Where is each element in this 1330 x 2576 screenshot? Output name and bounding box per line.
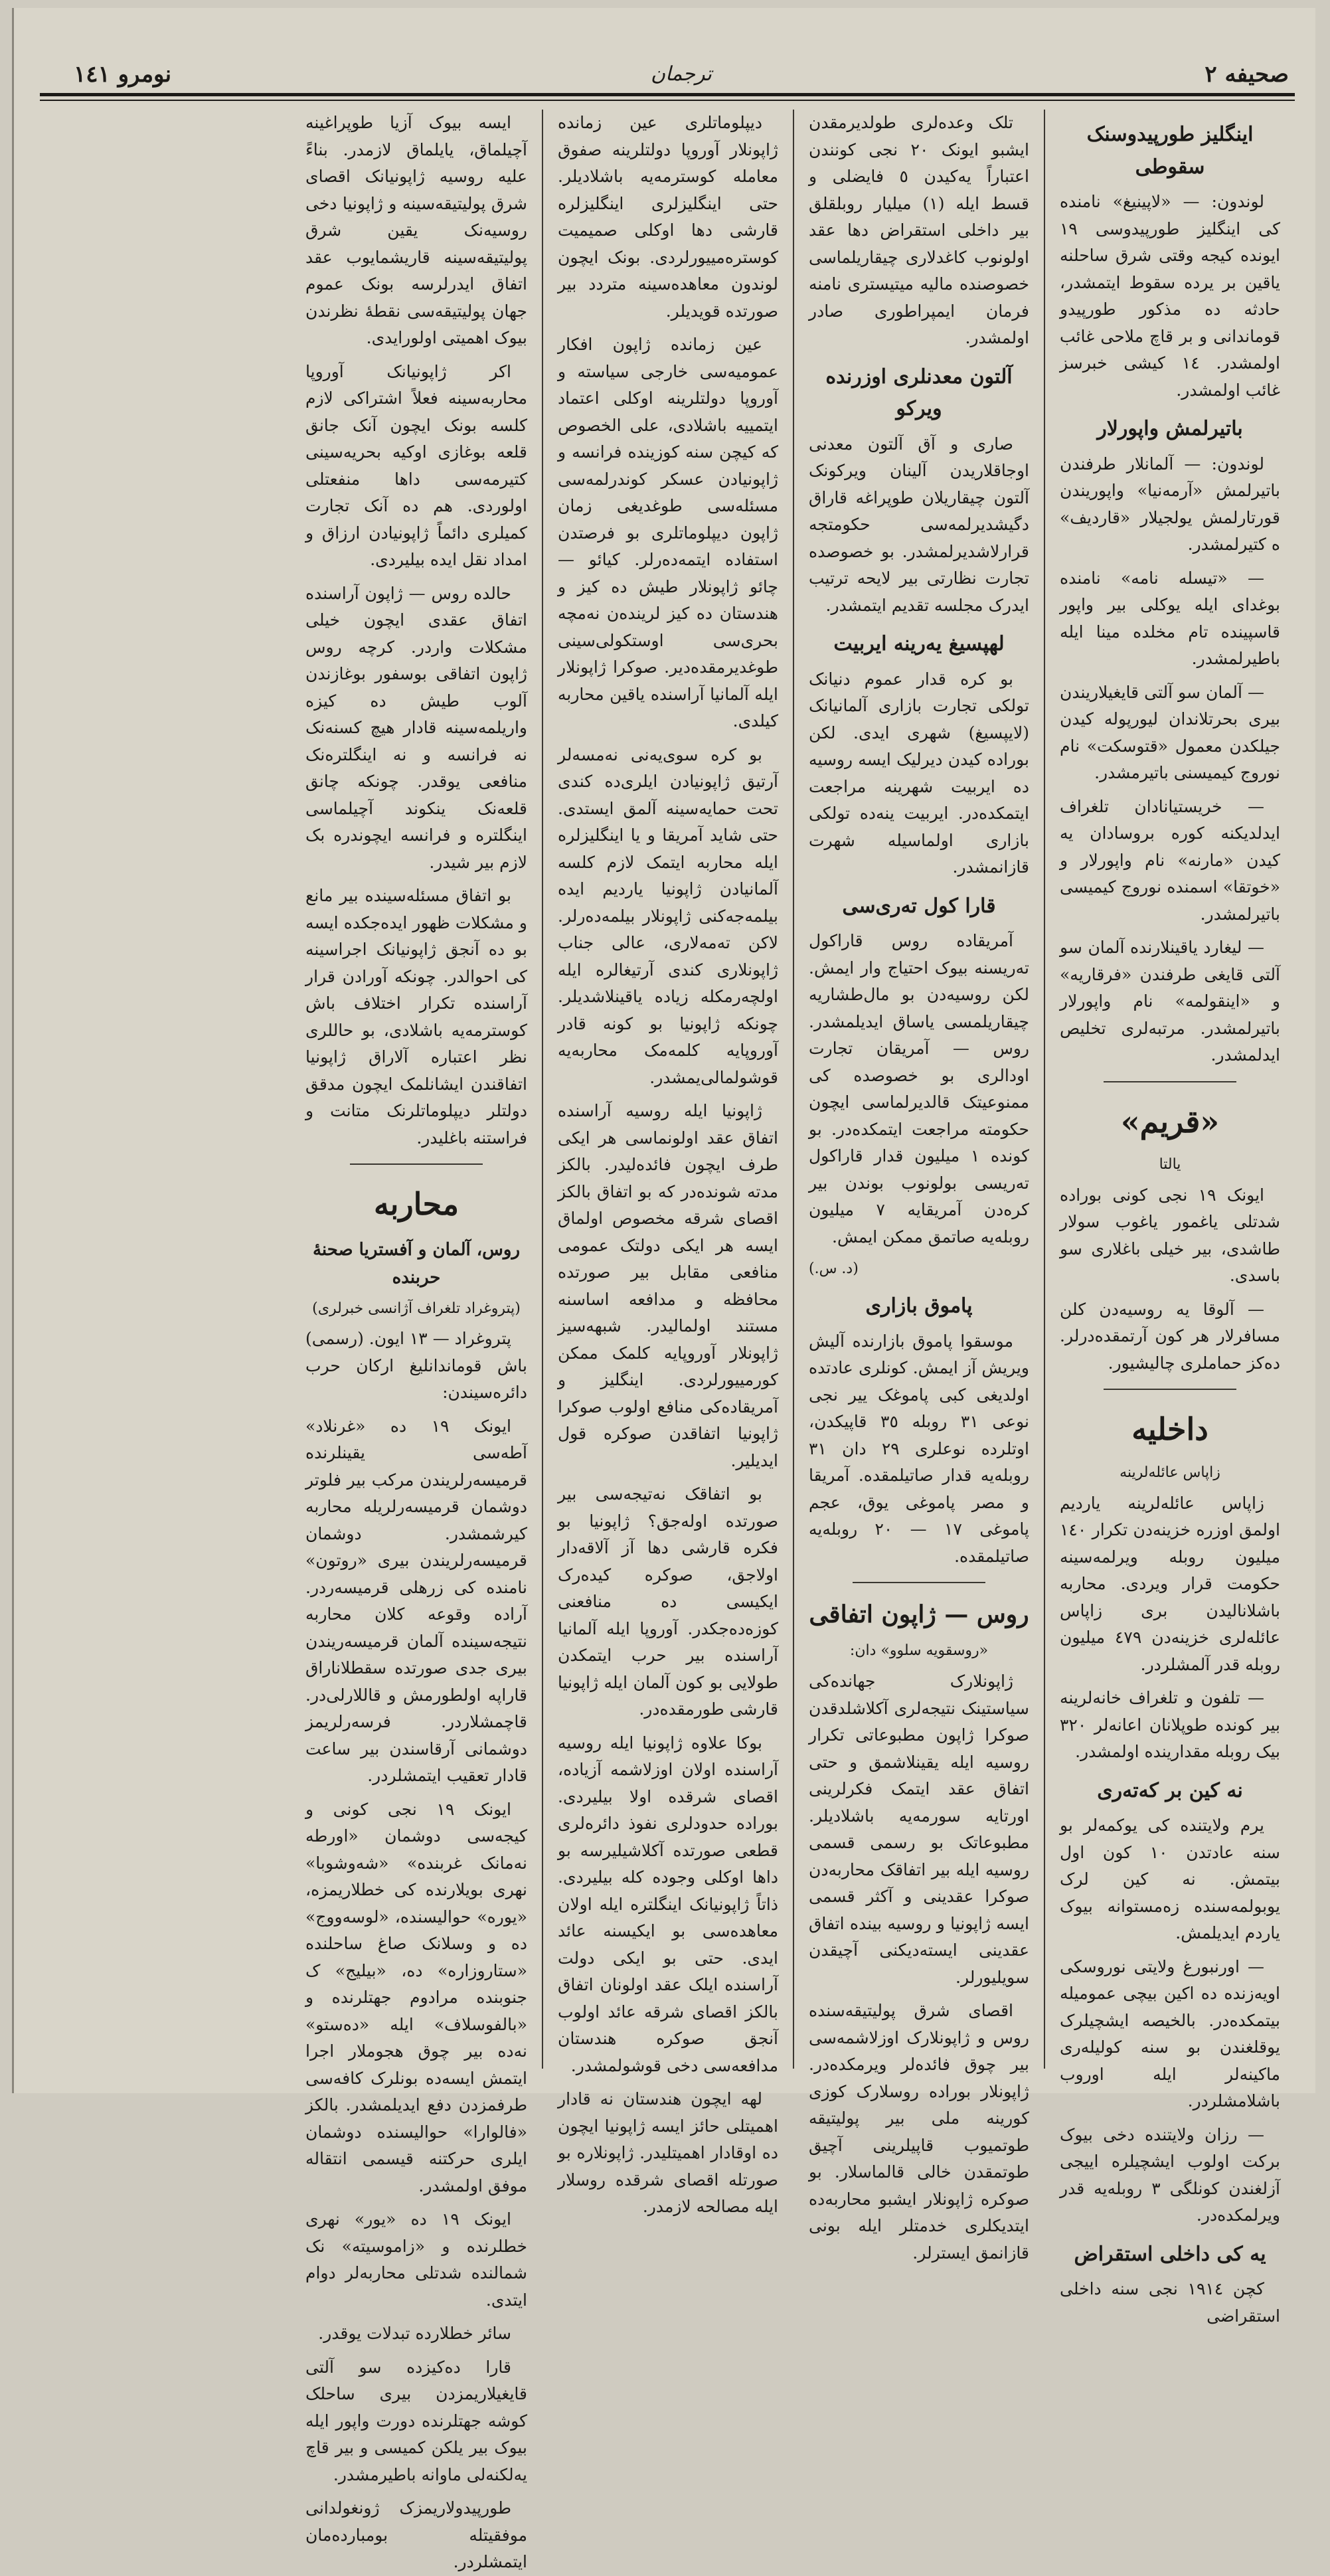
- article-paragraph: سائر خطلارده تبدلات یوقدر.: [318, 2324, 511, 2344]
- section-subheading: روس، آلمان و آفستریا صحنهٔ حربنده: [312, 1239, 521, 1288]
- section-subheading: زاپاس عائله‌لرینه: [1120, 1464, 1220, 1481]
- article-heading: روس — ژاپون اتفاقی: [809, 1600, 1029, 1629]
- article-heading: آلتون معدنلری اوزرنده ویرکو: [825, 365, 1013, 421]
- article-paragraph: لوندون: — آلمانلار طرفندن باتیرلمش «آرمه‌نیا» واپوریندن قورتارلمش یولجیلار «قاردیف» ه کتیرلمشدر.: [1060, 454, 1280, 555]
- article-paragraph: زاپاس عائله‌لرینه یاردیم اولمق اوزره خزینه‌دن تکرار ١٤٠ میلیون روبله ویرلمه‌سینه حکومت قرار ویردی. محاربه باشلانالیدن بری زاپاس عائله‌لری خزینه‌دن ٤٧٩ میلیون روبله قدر آلمشلردر.: [1060, 1493, 1280, 1674]
- article-signature: (د. س.): [809, 1260, 859, 1278]
- article-paragraph: — «تیسله نامه» نامنده بوغدای ایله یوکلی بیر واپور قاسپینده تام مخلده مینا ایله باطیرلمشدر.: [1060, 568, 1280, 669]
- article-paragraph: ایونک ١٩ ده «غرنلاد» آطه‌سی یقینلرنده قرمیسه‌رلریندن مرکب بیر فلوتر دوشمان قرمیسه‌رلریله محاربه کیرشمشدر. دوشمان قرمیسه‌رلریندن بیری «روتون» نامنده کی زرهلی قرمیسه‌ردر. آراده وقوعه کلان محاربه نتیجه‌سینده آلمان قرمیسه‌ریندن بیری جدی صورتده سقطلاناراق قاراپه اولطورمش و قاللارلی‌در. قاچمشلاردر. فرسه‌رلریمز دوشمانی آرقاسندن بیر ساعت قادار تعقیب ایتمشلردر.: [305, 1416, 527, 1786]
- article-paragraph: تلک وعده‌لری طولدیرمقدن ایشبو ایونک ٢٠ نجی کونندن اعتباراً یه‌کیدن ٥ فایضلی و قسط ایله (١) میلیار روبلقلق بیر داخلی استقراض دها عقد اولونوب کاغدلاری چیقاریلماسی خصوصنده مالیه میتیستری نامنه فرمان ایمپراطوری صادر اولمشدر.: [809, 113, 1029, 347]
- article-heading: نه کین بر که‌ته‌ری: [1097, 1778, 1243, 1802]
- section-divider: [1104, 1081, 1236, 1082]
- column-1: [1044, 110, 1295, 2326]
- article-paragraph: اقصای شرق پولیتیقه‌سنده روس و ژاپونلارک اوزلاشمه‌سی بیر چوق فائده‌لر ویرمکده‌در. ژاپونلار بوراده روسلارک کوزی کورینه ملی بیر پولیتیقه طوتمیوب قاپیلرینی آچیق طوتمقدن خالی قالماسلار. بو صوکره ژاپونلار ایشبو محاربه‌ده ایتدیکلری خدمتلر ایله بونی قازانمق ایسترلر.: [809, 2001, 1029, 2263]
- columns: [40, 110, 1295, 2572]
- article-heading: پاموق بازاری: [865, 1294, 973, 1318]
- column-2: [793, 110, 1044, 2263]
- issue-label: نومرو ١٤١: [74, 61, 172, 88]
- section-heading: داخلیه: [1131, 1411, 1208, 1448]
- article-paragraph: ژاپونلارک جهانده‌کی سیاستینک نتیجه‌لری آکلاشلدقدن صوکرا ژاپون مطبوعاتی تکرار روسیه ایله یقینلاشمق و حتی اتفاق عقد ایتمک فکرلرینی اورتایه سورمه‌یه باشلادیلر. مطبوعاتک بو رسمی قسمی روسیه ایله بیر اتفاقک محاربه‌دن صوکرا عقدینی و آکثر قسمی ایسه ژاپونیا و روسیه بینده اتفاق عقدینی ایسته‌دیکنی آچیقدن سویلیورلر.: [809, 1672, 1029, 1987]
- section-divider: [853, 1582, 985, 1583]
- article-paragraph: طورپیدولاریمزک ژونغولدانی موفقیتله بومبارده‌مان ایتمشلردر.: [305, 2498, 527, 2572]
- column-4: [291, 110, 542, 2572]
- article-source: «روسقویه سلوو» دان:: [849, 1642, 989, 1660]
- article-paragraph: ایونک ١٩ نجی کونی بوراده شدتلی یاغمور یاغوب سولار طاشدی، بیر خیلی باغلاری سو باسدی.: [1060, 1185, 1280, 1286]
- article-paragraph: عین زمانده ژاپون افکار عمومیه‌سی خارجی سیاسته و آوروپا دولتلرینه اوکلی اعتماد ایتمییه باشلادی، علی الخصوص که کیچن سنه کوزینده فرانسه و ژاپونیادن عسکر کوندرلمه‌سی مسئله‌سی طوغدیغی زمان ژاپون دیپلوماتلری بو فرصتدن استفاده ایتمه‌ده‌رلر. کیائو — چائو ژاپونلار طیش ده کیز و هندستان ده کیز لرینده‌ن نه‌مچه بحری‌سی اوستکولی‌سینی طوغدیرمقده‌دیر. صوکرا ژاپونلار ایله آلمانیا آراسنده یاقین محاربه کیلدی.: [558, 335, 778, 730]
- section-heading: «قریم»: [1120, 1103, 1220, 1140]
- article-paragraph: — تلفون و تلغراف خانه‌لرینه بیر کونده طوپلانان اعانه‌لر ٣٢٠ بیک روبله مقدارینده اولمشدر.: [1060, 1688, 1280, 1762]
- paper-name: ترجمان: [651, 62, 712, 86]
- article-heading: یه کی داخلی استقراض: [1074, 2242, 1266, 2266]
- article-heading: لهپسیغ یه‌رینه ایربیت: [833, 632, 1005, 656]
- section-subheading: یالتا: [1159, 1156, 1181, 1173]
- article-paragraph: — آلوقا‌ یه روسیه‌دن کلن مسافرلار هر کون آرتمقده‌درلر. ده‌کز حماملری چالیشیور.: [1060, 1299, 1280, 1373]
- header-rule-thin: [40, 100, 1295, 101]
- column-3: [542, 110, 793, 2216]
- article-paragraph: ژاپونیا ایله روسیه آراسنده اتفاق عقد اولونماسی هر ایکی طرف ایچون فائده‌لیدر. بالکز مدته شونده‌در که بو اتفاق بالکز اقصای شرقه مخصوص اولماق ایسه هر ایکی دولتک عمومی منافعی مقابل بیر صورتده محافظه و مدافعه اساسنه مستند اولمالیدر. شبهه‌سیز ژاپونلار آوروپایه کلمک ممکن کورمییورلردی. اینگلیز و آمریقاده‌کی منافع اولوب صوکرا ژاپونیا اتفاقدن صوکره قول ایدیلیر.: [558, 1101, 778, 1470]
- article-paragraph: — خریستیانادان تلغراف ایدلدیکنه کوره بروسادان یه کیدن «مارنه» نام واپورلار و «خوتقا» اسمنده نوروج کیمیسی باتیرلمشدر.: [1060, 796, 1280, 924]
- page-label: صحیفه ٢: [1205, 61, 1289, 88]
- article-heading: باتیرلمش واپورلار: [1097, 417, 1243, 441]
- article-paragraph: بو کره قدار عموم دنیانک تولکی تجارت بازاری آلمانیانک (لایپسیغ) شهری ایدی. لکن بوراده کیدن دیرلیک ایسه روسیه ده ایربیت شهرینه مراجعت ایتمکده‌در. ایربیت ینه‌ده تولکی بازاری اولماسیله شهرت قازانمشدر.: [809, 669, 1029, 877]
- article-paragraph: — آلمان سو آلتی قایغیلاریندن بیری بحرتلاندان لیورپوله کیدن جیلکدن معمول «قتوسکت» نام نوروج کیمیسنی باتیرمشدر.: [1060, 682, 1280, 783]
- article-paragraph: ایونک ١٩ نجی کونی و کیجه‌سی دوشمان «اورطه نه‌مانک غربنده» «شه‌وشوبا» نهری بویلارنده کی خطلاریمزه، «یوره» حوالیسنده، «لوسه‌ووج» ده و وسلانک صاغ ساحلنده «ستاروزاره» ده، «بیلیج» ک جنوبنده مرادوم جهتلرنده و «بالفوسلاف» ایله «ده‌ستو» نه‌ده بیر چوق هجوملار اجرا ایتمش ایسه‌ده بونلرک کافه‌سی طرفمزدن دفع ایدیلمشدر. بالکز «فالوارا» حوالیسنده دوشمان ایلری حرکتنه قیسمی انتقاله موفق اولمشدر.: [305, 1799, 527, 2195]
- article-paragraph: بو اتفاق مسئله‌سینده بیر مانع و مشکلات ظهور ایده‌جکده ایسه بو ده آنجق ژاپونیانک اجراسینه کی احوالدر. چونکه آورادن قرار آراسنده تکرار اختلاف باش کوسترمه‌یه باشلادی، بو حاللری نظر اعتباره آلاراق ژاپونیا اتفاقندن ایشانلمک ایچون مدقق دولتلر دیپلوماتلرنک متانت و فراستنه باغلیدر.: [305, 886, 527, 1148]
- article-paragraph: یرم ولایتنده کی یوکمه‌لر بو سنه عادتدن ١٠ کون اول بیتمش. نه کین‌ لرک یوبولمه‌سنده زه‌مستوانه بیوک یاردم ایدیلمش.: [1060, 1816, 1280, 1943]
- article-paragraph: صاری و آق آلتون معدنی اوجاقلاریدن آلینان ویرکونک آلتون چیقاریلان طوپراغه قاراق دگیشدیرلمه‌سی حکومتجه قرارلاشدیرلمشدر. بو خصوصده تجارت نظارتی بیر لایحه ترتیب ایدرک مجلسه تقدیم ایتمشدر.: [809, 434, 1029, 615]
- article-paragraph: موسقوا پاموق بازارنده آلیش ویریش آز ایمش. کونلری عادتده اولدیغی کبی پاموغک ییر نجی نوعی ٣١ روبله ٣٥ قاپیکدن، اوتلرده نوعلری ٢٩ دان ٣١ روبله‌یه قدار صاتیلمقده. آمریقا و مصر پاموغی یوق، عجم پاموغی ١٧ — ٢٠ روبله‌یه صاتیلمقده.: [809, 1331, 1029, 1566]
- article-paragraph: — رزان ولایتنده دخی بیوک برکت اولوب ایشچیلره اییجی آزلغندن کونلگی ٣ روبله‌یه قدر ویرلمکده‌در.: [1060, 2124, 1280, 2225]
- article-source: (پتروغراد تلغراف آژانسی خبرلری): [312, 1300, 521, 1317]
- article-paragraph: ایسه بیوک آزیا طوپراغینه آچیلماق، یایلماق لازمدر. بناءً علیه روسیه ژاپونیانک اقصای شرق پولیتیقه‌سینه و ژاپونیا دخی روسیه‌نک یقین شرق پولیتیقه‌سینه قاریشمایوب عقد اتفاق ایدرلرسه بونک عموم جهان پولیتیقه‌سی نقطهٔ نظرندن بیوک اهمیتی اولورایدی.: [305, 113, 527, 347]
- article-paragraph: اکر ژاپونیانک آوروپا محاربه‌سینه فعلاً اشتراکی لازم کلسه بونک ایچون آنک جانق قلعه بوغازی اوکیه بحریه‌سینی کتیرمه‌سی داها منفعتلی اولوردی. هم ده آنک تجارت کمیلری دائماً ژاپونیادن ارزاق و امداد نقل ایده بیلیردی.: [305, 361, 527, 569]
- article-paragraph: پتروغراد — ١٣ ایون. (رسمی) باش قوماندانلیغ ارکان حرب دائره‌سیندن:: [305, 1329, 527, 1403]
- section-heading: محاربه: [373, 1186, 459, 1222]
- article-paragraph: — لیغارد یاقینلارنده آلمان سو آلتی قایغی طرفندن «فرقاریه» و «اینقولمه» نام واپورلار باتیرلمشدر. مرتبه‌لری تخلیص ایدلمشدر.: [1060, 938, 1280, 1065]
- article-paragraph: لوندون: — «لاپینیغ» نامنده کی اینگلیز طورپیدوسی ١٩ ایونده کیجه وقتی شرق ساحلنه یاقین بر یرده سقوط ایتمشدر، حادثه ده مذکور طورپیدو قوماندانی و بر قاچ ملاحی غائب اولمشدر. ١٤ کیشی خبرسز غائب اولمشدر.: [1060, 192, 1281, 400]
- article-paragraph: بو اتفاقک نه‌تیجه‌سی بیر صورتده اوله‌جق؟ ژاپونیا بو فکره قارشی دها آز آلاقه‌دار اولاجق، صوکره کیده‌رک ایکیسی ده منافعنی کوزه‌ده‌جکدر. آوروپا ایله آلمانیا آراسنده بیر حرب ایتمکدن طولایی بو کون آلمان ایله ژاپونیا قارشی طورمقده‌در.: [558, 1484, 778, 1719]
- article-paragraph: ایونک ١٩ ده «یور» نهری خطلرنده و «زاموسیته» نک شمالنده شدتلی محاربه‌لر دوام ایتدی.: [305, 2209, 527, 2310]
- article-paragraph: بوکا علاوه ژاپونیا ایله روسیه آراسنده اولان اوزلاشمه آزیاده، اقصای شرقده اولا بیلیردی. بوراده حدودلری نفوذ دائره‌لری قطعی صورتده آکلاشیلیرسه بو داها اوکلی وجوده کله بیلیردی. ذاتاً ژاپونیانک اینگلتره ایله اولان معاهده‌سی بو ایکیسنه عائد ایدی. حتی بو ایکی دولت آراسنده ایلک عقد اولونان اتفاق بالکز اقصای شرقه عائد اولوب آنجق صوکره هندستان مدافعه‌سی دخی قوشولمشدر.: [558, 1733, 778, 2075]
- article-paragraph: کچن ١٩١٤ نجی سنه داخلی استقراضی: [1060, 2279, 1280, 2326]
- article-paragraph: قارا ده‌کیزده سو آلتی قایغیلاریمزدن بیری ساحلک کوشه جهتلرنده دورت واپور ایله بیوک بیر یلکن کمیسی و بیر قاچ یه‌لکنه‌لی ماوانه باطیرمشدر.: [305, 2357, 527, 2484]
- article-heading: اینگلیز طورپیدوسنک سقوطی: [1086, 123, 1254, 179]
- article-paragraph: دیپلوماتلری عین زمانده ژاپونلار آوروپا دولتلرینه صفوق معامله کوسترمه‌یه باشلادیلر. حتی اینگلیزلری اینگلیزلره قارشی دها اوکلی صمیمیت کوستره‌مییورلردی. بونک ایچون لوندون معاهده‌سینه متردد بیر صورتده قویدیلر.: [558, 113, 778, 321]
- header-rule: [40, 93, 1295, 96]
- section-divider: [1104, 1389, 1236, 1390]
- article-paragraph: — اورنبورغ ولایتی نوروسکی اویه‌زنده ده اکین بیچی عمومیله بیتمکده‌در. بالخیصه ایشچیلرک یوقلغندن بو سنه کولیله‌ری ماکینه‌لر ایله اوروب باشلامشلردر.: [1060, 1956, 1280, 2111]
- article-paragraph: لهه‌ ایچون هندستان نه قادار اهمیتلی حائز ایسه ژاپونیا ایچون ده اوقادار اهمیتلیدر. ژاپونلاره بو صورتله اقصای شرقده روسلار ایله مصالحه لازمدر.: [558, 2089, 778, 2216]
- article-paragraph: آمریقاده روس قاراکول ته‌ریسنه بیوک احتیاج وار ایمش. لکن روسیه‌دن بو مال‌طشاریه چیقاریلمسی یاساق ایدیلمشدر. روس — آمریقان تجارت اودالری بو خصوصده کی ممنوعیتک قالدیرلماسی ایچون حکومته مراجعت ایتمکده‌در. بو کونده ١ میلیون قدار قاراکول ته‌ریسی بولونوب بوندن بیر کره‌دن آمریقایه ٧ میلیون روبله‌یه صاتمق ممکن ایمش.: [809, 931, 1029, 1246]
- article-heading: قارا کول ته‌ری‌سی: [842, 894, 996, 918]
- article-paragraph: بو کره سوی‌یه‌نی نه‌مسه‌لر آرتیق ژاپونیادن ایلری‌ده کندی تحت حمایه‌سینه آلمق ایستدی. حتی شاید آمریقا و یا اینگلیزلره ایله محاربه ایتمک لازم کلسه آلمانیادن ژاپونیا یاردیم ایده بیلمه‌جه‌کنی ژاپونلار بیلمه‌ده‌رلر. لاکن ته‌مه‌لاری، عالی جناب ژاپونلاری کندی آرتیغالره ایله اولچه‌رمکله زیاده یاقینلاشدیلر. چونکه ژاپونیا بو کونه قادر آوروپایه کلمه‌مک محاربه‌یه قوشولمالی‌یمشدر.: [558, 744, 778, 1087]
- section-divider: [350, 1163, 483, 1165]
- article-paragraph: حالده روس — ژاپون آراسنده اتفاق عقدی ایچون خیلی مشکلات واردر. کرچه روس ژاپون اتفاقی بوسفور بوغازندن آلوب طیش ده کیزه واریلمه‌سینه قادار هیچ کسنه‌نک نه فرانسه و نه اینگلتره‌نک منافعی یوقدر. چونکه چانق قلعه‌نک ینکوند آچیلماسی اینگلتره و فرانسه ایچوندره بک لازم بیر شیدر.: [305, 583, 527, 872]
